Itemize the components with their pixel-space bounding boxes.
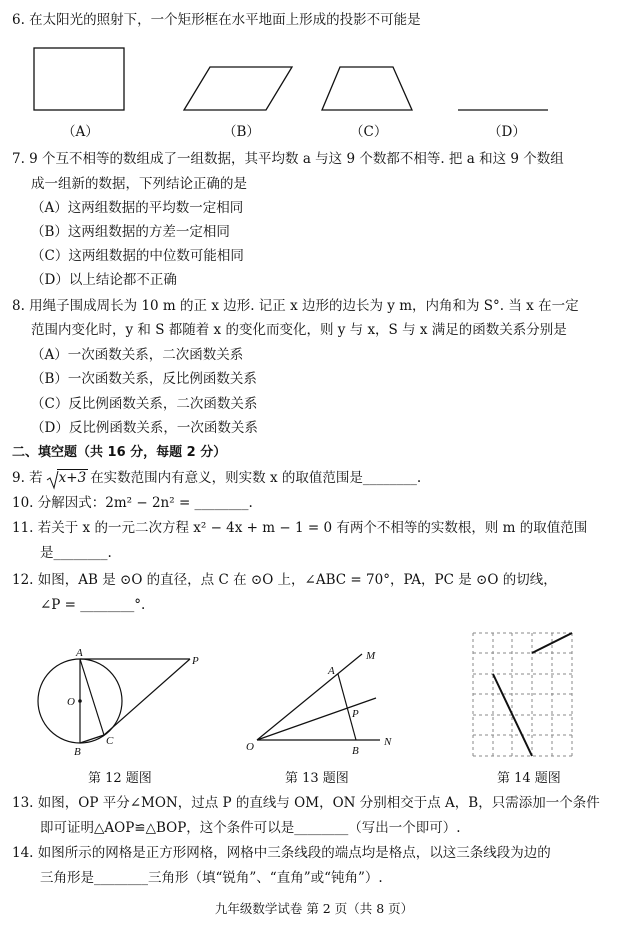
q13-line1: 13. 如图，OP 平分∠MON，过点 P 的直线与 OM，ON 分别相交于点 A，B，只需添加一个条件: [12, 795, 600, 811]
q8-option-c: （C）反比例函数关系，二次函数关系: [31, 396, 258, 412]
q8-line1: 8. 用绳子围成周长为 10 m 的正 x 边形. 记正 x 边形的边长为 y m，内角和为 S°. 当 x 在一定: [12, 298, 579, 314]
q10-line: 10. 分解因式：2m² − 2n² = ________.: [12, 495, 253, 511]
q9-suffix: 在实数范围内有意义，则实数 x 的取值范围是________.: [90, 470, 422, 486]
q7-line1: 7. 9 个互不相等的数组成了一组数据，其平均数 a 与这 9 个数都不相等. 把 a 和这 9 个数组: [12, 151, 564, 167]
q8-option-d: （D）反比例函数关系，一次函数关系: [31, 420, 258, 436]
page-footer: 九年级数学试卷 第 2 页（共 8 页）: [214, 901, 414, 916]
label-b: B: [352, 745, 359, 757]
q9-radicand: x+3: [58, 470, 87, 486]
section-heading: 二、填空题（共 16 分，每题 2 分）: [12, 445, 227, 460]
q6-option-b: （B）: [223, 124, 260, 140]
label-p: P: [352, 708, 359, 720]
q6-option-d: （D）: [488, 124, 526, 140]
label-o: O: [67, 696, 75, 708]
label-n: N: [384, 736, 392, 748]
fig13-caption: 第 13 题图: [285, 771, 349, 786]
fig12-caption: 第 12 题图: [88, 771, 152, 786]
q11-line1: 11. 若关于 x 的一元二次方程 x² − 4x + m − 1 = 0 有两个不相等的实数根，则 m 的取值范围: [12, 520, 588, 536]
q9-prefix: 9. 若: [12, 470, 43, 486]
label-m: M: [366, 650, 376, 662]
q6-stem: 6. 在太阳光的照射下，一个矩形框在水平地面上形成的投影不可能是: [12, 12, 421, 28]
q7-option-c: （C）这两组数据的中位数可能相同: [31, 248, 244, 264]
q6-option-a: （A）: [62, 124, 99, 140]
label-a: A: [76, 647, 83, 659]
q14-line1: 14. 如图所示的网格是正方形网格，网格中三条线段的端点均是格点，以这三条线段为边的: [12, 845, 551, 861]
label-a: A: [328, 665, 335, 677]
q7-option-b: （B）这两组数据的方差一定相同: [31, 224, 230, 240]
q13-line2: 即可证明△AOP≌△BOP，这个条件可以是________（写出一个即可）.: [40, 820, 461, 836]
q7-option-a: （A）这两组数据的平均数一定相同: [31, 200, 244, 216]
q6-option-c: （C）: [350, 124, 388, 140]
label-c: C: [106, 735, 114, 747]
label-o: O: [246, 741, 254, 753]
q8-line2: 范围内变化时，y 和 S 都随着 x 的变化而变化，则 y 与 x，S 与 x 满足的函数关系分别是: [31, 322, 567, 338]
q11-line2: 是________.: [40, 545, 112, 561]
q8-option-b: （B）一次函数关系，反比例函数关系: [31, 371, 257, 387]
fig14-caption: 第 14 题图: [497, 771, 561, 786]
q7-option-d: （D）以上结论都不正确: [31, 272, 177, 288]
q7-line2: 成一组新的数据，下列结论正确的是: [31, 176, 247, 192]
q12-line1: 12. 如图，AB 是 ⊙O 的直径，点 C 在 ⊙O 上，∠ABC = 70°，PA，PC 是 ⊙O 的切线，: [12, 572, 557, 588]
q8-option-a: （A）一次函数关系，二次函数关系: [31, 347, 244, 363]
q12-line2: ∠P = ________°.: [40, 597, 146, 613]
label-b: B: [74, 746, 81, 758]
q14-line2: 三角形是________三角形（填“锐角”、“直角”或“钝角”）.: [40, 870, 383, 886]
label-p: P: [192, 655, 199, 667]
